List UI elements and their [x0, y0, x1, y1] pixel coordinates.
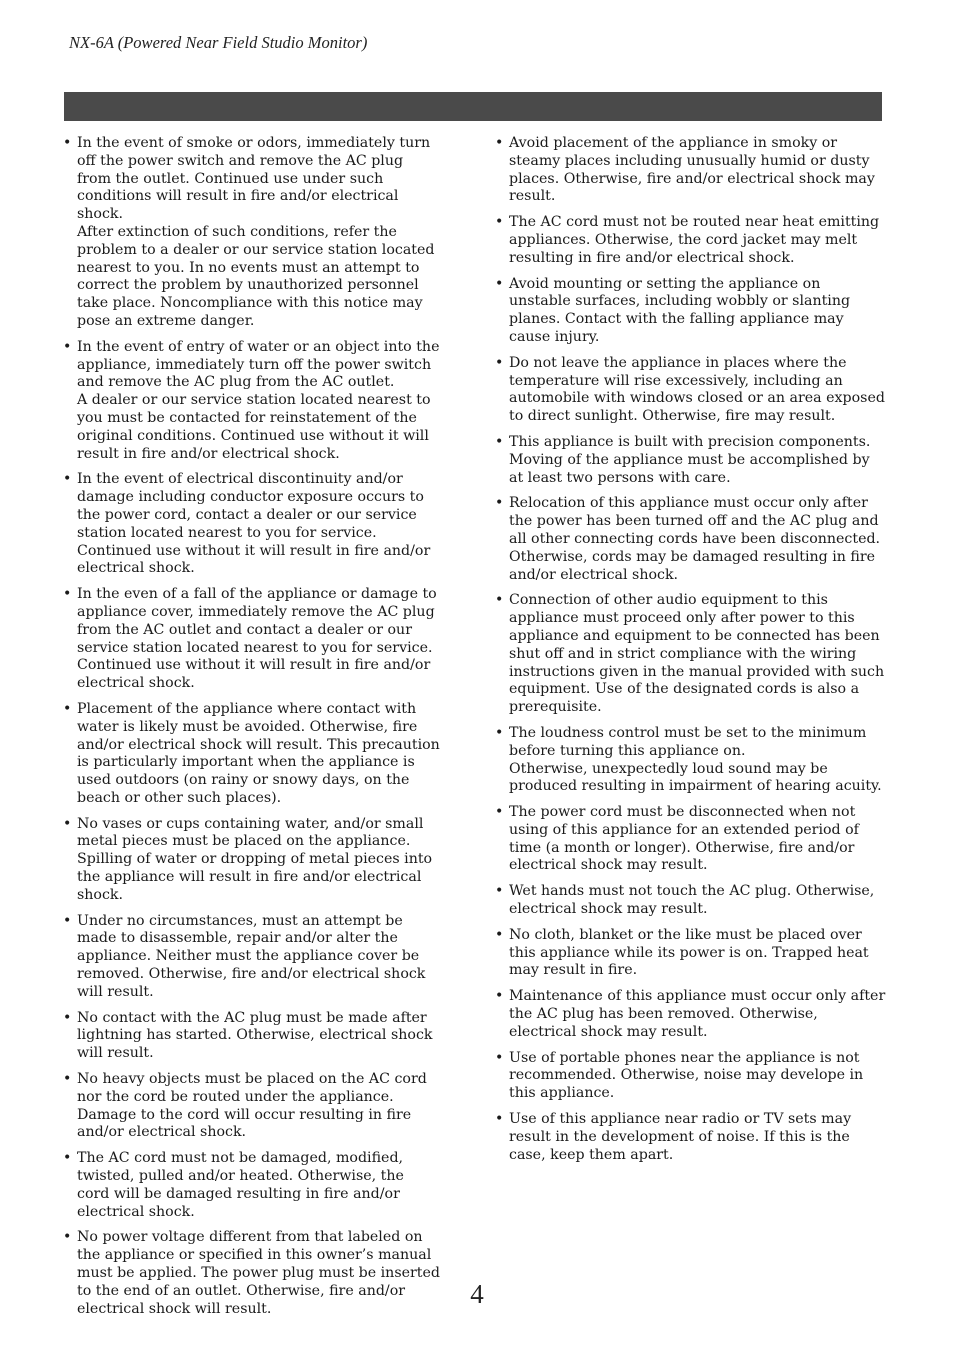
list-item: • In the even of a fall of the appliance or damage to appliance cover, immediately remove the AC plug from the AC outlet and contact a dealer or our service station located nearest to you for service. Continued use without it will result in fire and/or electrical shock.	[62, 586, 440, 693]
list-item: • No power voltage different from that labeled on the appliance or specified in this owner’s manual must be applied. The power plug must be inserted to the end of an outlet. Otherwise, fire and/or electrical shock will result.	[62, 1229, 440, 1318]
list-item: • No cloth, blanket or the like must be placed over this appliance while its power is on. Trapped heat may result in fire.	[494, 927, 886, 980]
list-item: • Use of portable phones near the appliance is not recommended. Otherwise, noise may develope in this appliance.	[494, 1050, 886, 1103]
right-column-list	[494, 135, 886, 1172]
list-item: • The AC cord must not be damaged, modified, twisted, pulled and/or heated. Otherwise, the cord will be damaged resulting in fire and/or electrical shock.	[62, 1150, 440, 1221]
list-item: • Avoid placement of the appliance in smoky or steamy places including unusually humid or dusty places. Otherwise, fire and/or electrical shock may result.	[494, 135, 886, 206]
list-item: • The loudness control must be set to the minimum before turning this appliance on. Otherwise, unexpectedly loud sound may be produced resulting in impairment of hearing acuity.	[494, 725, 886, 796]
list-item: • In the event of entry of water or an object into the appliance, immediately turn off the power switch and remove the AC plug from the AC outlet. A dealer or our service station located nearest to you must be contacted for reinstatement of the original conditions. Continued use without it will result in fire and/or electrical shock.	[62, 339, 440, 464]
list-item: • No vases or cups containing water, and/or small metal pieces must be placed on the appliance. Spilling of water or dropping of metal pieces into the appliance will result in fire and/or electrical shock.	[62, 816, 440, 905]
list-item: • No heavy objects must be placed on the AC cord nor the cord be routed under the appliance. Damage to the cord will occur resulting in fire and/or electrical shock.	[62, 1071, 440, 1142]
list-item: • Under no circumstances, must an attempt be made to disassemble, repair and/or alter the appliance. Neither must the appliance cover be removed. Otherwise, fire and/or electrical shock will result.	[62, 913, 440, 1002]
left-column-list	[62, 135, 440, 1326]
list-item: • Avoid mounting or setting the appliance on unstable surfaces, including wobbly or slanting planes. Contact with the falling appliance may cause injury.	[494, 276, 886, 347]
list-item: • No contact with the AC plug must be made after lightning has started. Otherwise, electrical shock will result.	[62, 1010, 440, 1063]
list-item: • The power cord must be disconnected when not using of this appliance for an extended period of time (a month or longer). Otherwise, fire and/or electrical shock may result.	[494, 804, 886, 875]
list-item: • Use of this appliance near radio or TV sets may result in the development of noise. If this is the case, keep them apart.	[494, 1111, 886, 1164]
list-item: • In the event of smoke or odors, immediately turn off the power switch and remove the AC plug from the outlet. Continued use under such conditions will result in fire and/or electrical shock. After extinction of such conditions, refer the problem to a dealer or our service station located nearest to you. In no events must an attempt to correct the problem by unauthorized personnel take place. Noncompliance with this notice may pose an extreme danger.	[62, 135, 440, 331]
list-item: • In the event of electrical discontinuity and/or damage including conductor exposure occurs to the power cord, contact a dealer or our service station located nearest to you for service. Continued use without it will result in fire and/or electrical shock.	[62, 471, 440, 578]
list-item: • Connection of other audio equipment to this appliance must proceed only after power to this appliance and equipment to be connected has been shut off and in strict compliance with the wiring instructions given in the manual provided with such equipment. Use of the designated cords is also a prerequisite.	[494, 592, 886, 717]
list-item: • The AC cord must not be routed near heat emitting appliances. Otherwise, the cord jacket may melt resulting in fire and/or electrical shock.	[494, 214, 886, 267]
list-item: • Do not leave the appliance in places where the temperature will rise excessively, including an automobile with windows closed or an area exposed to direct sunlight. Otherwise, fire may result.	[494, 355, 886, 426]
section-title-bar	[64, 92, 882, 121]
running-header-title: NX-6A (Powered Near Field Studio Monitor)	[69, 33, 368, 52]
list-item: • Placement of the appliance where contact with water is likely must be avoided. Otherwise, fire and/or electrical shock will result. This precaution is particularly important when the appliance is used outdoors (on rainy or snowy days, on the beach or other such places).	[62, 701, 440, 808]
list-item: • Relocation of this appliance must occur only after the power has been turned off and the AC plug and all other connecting cords have been disconnected. Otherwise, cords may be damaged resulting in fire and/or electrical shock.	[494, 495, 886, 584]
list-item: • Maintenance of this appliance must occur only after the AC plug has been removed. Otherwise, electrical shock may result.	[494, 988, 886, 1041]
page-number: 4	[470, 1279, 484, 1309]
list-item: • This appliance is built with precision components. Moving of the appliance must be accomplished by at least two persons with care.	[494, 434, 886, 487]
list-item: • Wet hands must not touch the AC plug. Otherwise, electrical shock may result.	[494, 883, 886, 919]
